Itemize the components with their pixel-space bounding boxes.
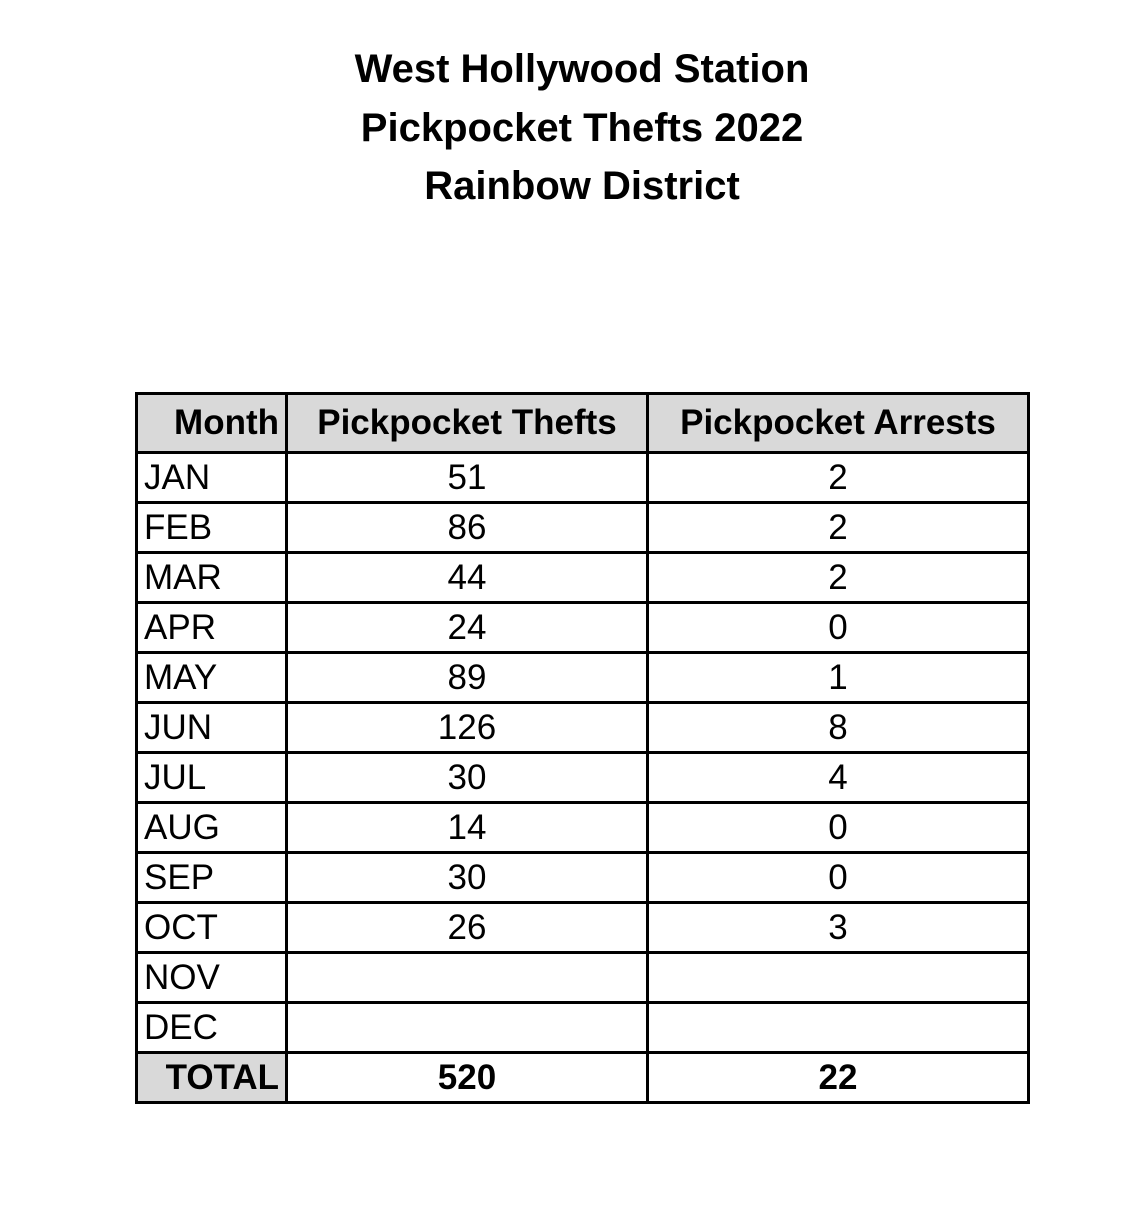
- thefts-cell: [287, 1003, 648, 1053]
- total-arrests: 22: [648, 1053, 1029, 1103]
- arrests-cell: 2: [648, 503, 1029, 553]
- month-cell: SEP: [137, 853, 287, 903]
- arrests-cell: 0: [648, 853, 1029, 903]
- thefts-table: [135, 392, 1030, 1104]
- total-thefts: 520: [287, 1053, 648, 1103]
- month-cell: DEC: [137, 1003, 287, 1053]
- thefts-cell: 30: [287, 753, 648, 803]
- table-row: [137, 503, 1029, 553]
- table-row: [137, 553, 1029, 603]
- arrests-cell: 3: [648, 903, 1029, 953]
- header-arrests: Pickpocket Arrests: [648, 394, 1029, 453]
- month-cell: FEB: [137, 503, 287, 553]
- month-cell: JAN: [137, 453, 287, 503]
- table-row: [137, 953, 1029, 1003]
- thefts-cell: 89: [287, 653, 648, 703]
- report-title: [0, 40, 1128, 216]
- arrests-cell: [648, 1003, 1029, 1053]
- table-row: [137, 453, 1029, 503]
- thefts-cell: [287, 953, 648, 1003]
- arrests-cell: 0: [648, 603, 1029, 653]
- thefts-cell: 126: [287, 703, 648, 753]
- title-line-subject: Pickpocket Thefts 2022: [360, 105, 804, 150]
- arrests-cell: 4: [648, 753, 1029, 803]
- title-line-station: West Hollywood Station: [354, 47, 810, 91]
- arrests-cell: [648, 953, 1029, 1003]
- month-cell: MAR: [137, 553, 287, 603]
- arrests-cell: 1: [648, 653, 1029, 703]
- table-row: [137, 1003, 1029, 1053]
- table-row: [137, 703, 1029, 753]
- thefts-cell: 44: [287, 553, 648, 603]
- thefts-cell: 51: [287, 453, 648, 503]
- title-line-district: Rainbow District: [424, 164, 740, 208]
- arrests-cell: 2: [648, 553, 1029, 603]
- month-cell: OCT: [137, 903, 287, 953]
- month-cell: NOV: [137, 953, 287, 1003]
- table-row: [137, 753, 1029, 803]
- arrests-cell: 2: [648, 453, 1029, 503]
- thefts-cell: 86: [287, 503, 648, 553]
- month-cell: MAY: [137, 653, 287, 703]
- thefts-cell: 24: [287, 603, 648, 653]
- thefts-cell: 26: [287, 903, 648, 953]
- month-cell: JUL: [137, 753, 287, 803]
- thefts-cell: 14: [287, 803, 648, 853]
- table-header-row: [137, 394, 1029, 453]
- header-month: Month: [137, 394, 287, 453]
- table-row: [137, 603, 1029, 653]
- table-row: [137, 803, 1029, 853]
- month-cell: APR: [137, 603, 287, 653]
- month-cell: AUG: [137, 803, 287, 853]
- arrests-cell: 0: [648, 803, 1029, 853]
- total-label: TOTAL: [137, 1053, 287, 1103]
- header-thefts: Pickpocket Thefts: [287, 394, 648, 453]
- month-cell: JUN: [137, 703, 287, 753]
- arrests-cell: 8: [648, 703, 1029, 753]
- thefts-cell: 30: [287, 853, 648, 903]
- total-row: [137, 1053, 1029, 1103]
- table-row: [137, 853, 1029, 903]
- table-row: [137, 653, 1029, 703]
- table-row: [137, 903, 1029, 953]
